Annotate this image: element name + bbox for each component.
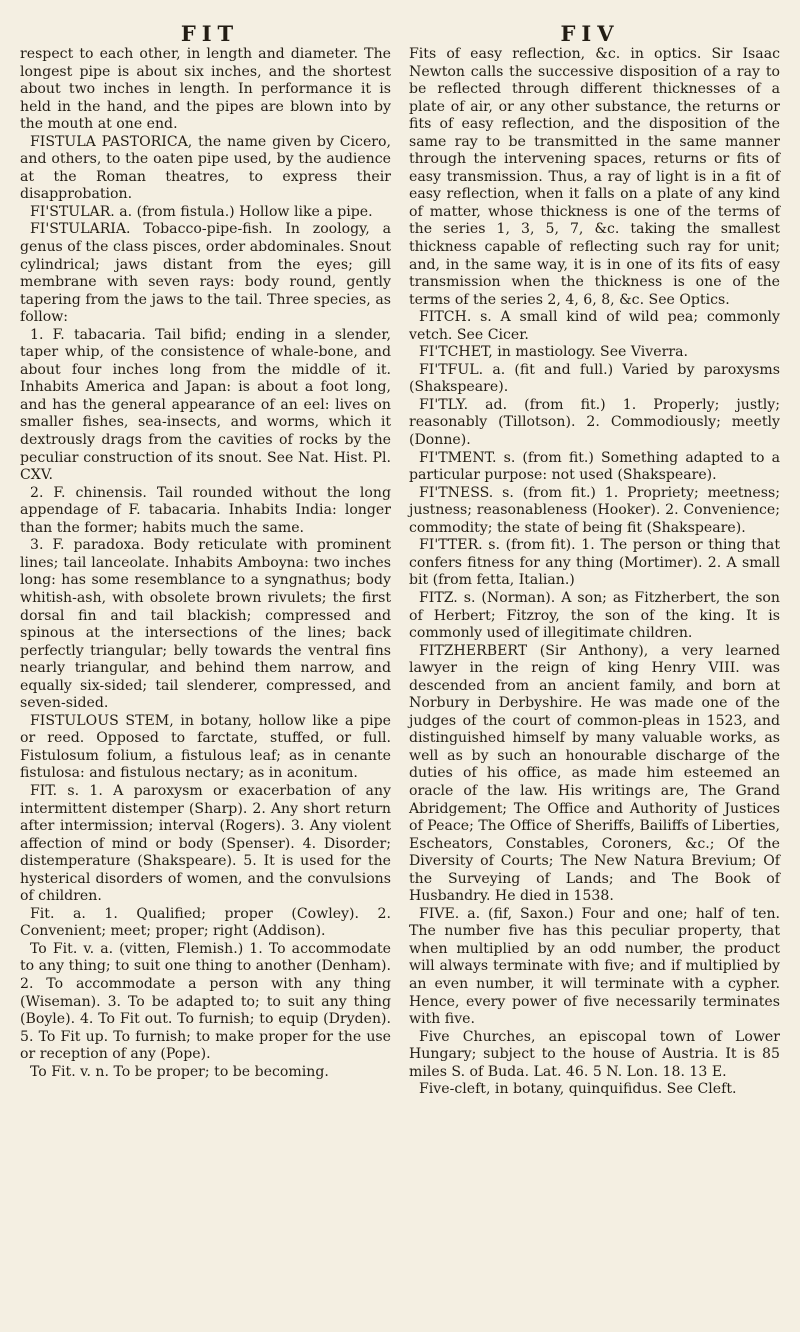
- left-column: [20, 46, 391, 1099]
- dictionary-entry: FI'TCHET, in mastiology. See Viverra.: [419, 344, 688, 361]
- dictionary-entry: Five-cleft, in botany, quinquifidus. See Cleft.: [419, 1081, 737, 1098]
- dictionary-entry: 2. F. chinensis. Tail rounded without the long appendage of F. tabacaria. Inhabits India: longer than the former; habits much the same.: [20, 484, 391, 536]
- dictionary-entry: FISTULA PASTORICA, the name given by Cicero, and others, to the oaten pipe used, by the audience at the Roman theatres, to express their disapprobation.: [20, 133, 391, 203]
- dictionary-entry: FI'STULARIA. Tobacco-pipe-fish. In zoology, a genus of the class pisces, order abdominales. Snout cylindrical; jaws distant from the eyes; gill membrane with seven rays: body round, gently tapering from the jaws to the tail. Three species, as follow:: [20, 221, 391, 326]
- dictionary-entry: Fit. a. 1. Qualified; proper (Cowley). 2. Convenient; meet; proper; right (Addison).: [20, 905, 391, 940]
- text-columns: [20, 46, 780, 1099]
- dictionary-entry: FITCH. s. A small kind of wild pea; commonly vetch. See Cicer.: [409, 309, 780, 343]
- dictionary-entry: FIT. s. 1. A paroxysm or exacerbation of any intermittent distemper (Sharp). 2. Any short return after intermission; interval (Rogers). 3. Any violent affection of mind or body (Spenser). 4. Disorder; distemperature (Shakspeare). 5. It is used for the hysterical disorders of women, and the convulsions of children.: [20, 782, 391, 905]
- dictionary-entry: FIVE. a. (fif, Saxon.) Four and one; half of ten. The number five has this peculiar property, that when multiplied by an odd number, the product will always terminate with five; and if multiplied by an even number, it will terminate with a cypher. Hence, every power of five necessarily terminates with five.: [409, 905, 780, 1028]
- right-column: [409, 46, 780, 1099]
- dictionary-entry: respect to each other, in length and diameter. The longest pipe is about six inches, and the shortest about two inches in length. In performance it is held in the hand, and the pipes are blown into by the mouth at one end.: [20, 46, 391, 133]
- dictionary-entry: Five Churches, an episcopal town of Lower Hungary; subject to the house of Austria. It is 85 miles S. of Buda. Lat. 46. 5 N. Lon. 18. 13 E.: [409, 1028, 780, 1080]
- dictionary-entry: FI'TFUL. a. (fit and full.) Varied by paroxysms (Shakspeare).: [409, 361, 780, 396]
- dictionary-entry: FITZHERBERT (Sir Anthony), a very learned lawyer in the reign of king Henry VIII. was descended from an ancient family, and born at Norbury in Derbyshire. He was made one of the judges of the court of common-pleas in 1523, and distinguished himself by many valuable works, as well as by such an honourable discharge of the duties of his office, as made him esteemed an oracle of the law. His writings are, The Grand Abridgement; The Office and Authority of Justices of Peace; The Office of Sheriffs, Bailiffs of Liberties, Escheators, Constables, Coroners, &c.; Of the Diversity of Courts; The New Natura Brevium; Of the Surveying of Lands; and The Book of Husbandry. He died in 1538.: [409, 642, 780, 905]
- dictionary-entry: Fits of easy reflection, &c. in optics. Sir Isaac Newton calls the successive disposition of a ray to be reflected through different thicknesses of a plate of air, or any other substance, the returns or fits of easy reflection, and the disposition of the same ray to be transmitted in the same manner through the intervening spaces, returns or fits of easy transmission. Thus, a ray of light is in a fit of easy reflection, when it falls on a plate of any kind of matter, whose thickness is one of the terms of the series 1, 3, 5, 7, &c. taking the smallest thickness capable of reflecting such ray for unit; and, in the same way, it is in one of its fits of easy transmission when the thickness is one of the terms of the series 2, 4, 6, 8, &c. See Optics.: [409, 46, 780, 308]
- dictionary-entry: FI'TLY. ad. (from fit.) 1. Properly; justly; reasonably (Tillotson). 2. Commodiously; meetly (Donne).: [409, 396, 780, 449]
- dictionary-entry: FITZ. s. (Norman). A son; as Fitzherbert, the son of Herbert; Fitzroy, the son of the king. It is commonly used of illegitimate children.: [409, 589, 780, 642]
- dictionary-entry: FI'TNESS. s. (from fit.) 1. Propriety; meetness; justness; reasonableness (Hooker). 2. Convenience; commodity; the state of being fit (Shakspeare).: [409, 484, 780, 536]
- dictionary-entry: FI'TMENT. s. (from fit.) Something adapted to a particular purpose: not used (Shakspeare).: [409, 449, 780, 484]
- dictionary-entry: 1. F. tabacaria. Tail bifid; ending in a slender, taper whip, of the consistence of whale-bone, and about four inches long from the middle of it. Inhabits America and Japan: is about a foot long, and has the general appearance of an eel: lives on smaller fishes, sea-insects, and worms, which it dextrously drags from the cavities of rocks by the peculiar construction of its snout. See Nat. Hist. Pl. CXV.: [20, 326, 391, 484]
- dictionary-entry: FI'STULAR. a. (from fistula.) Hollow like a pipe.: [30, 203, 373, 220]
- dictionary-entry: FI'TTER. s. (from fit). 1. The person or thing that confers fitness for any thing (Mortimer). 2. A small bit (from fetta, Italian.): [409, 537, 780, 589]
- dictionary-entry: 3. F. paradoxa. Body reticulate with prominent lines; tail lanceolate. Inhabits Amboyna: two inches long: has some resemblance to a syngnathus; body whitish-ash, with obsolete brown rivulets; the first dorsal fin and tail blackish; compressed and spinous at the intersections of the lines; back perfectly triangular; belly towards the ventral fins nearly triangular, and behind them narrow, and equally six-sided; tail slenderer, compressed, and seven-sided.: [20, 537, 391, 712]
- dictionary-entry: To Fit. v. a. (vitten, Flemish.) 1. To accommodate to any thing; to suit one thing to another (Denham). 2. To accommodate a person with any thing (Wiseman). 3. To be adapted to; to suit any thing (Boyle). 4. To Fit out. To furnish; to equip (Dryden). 5. To Fit up. To furnish; to make proper for the use or reception of any (Pope).: [20, 940, 391, 1063]
- running-head: [20, 8, 780, 46]
- dictionary-entry: FISTULOUS STEM, in botany, hollow like a pipe or reed. Opposed to farctate, stuffed, or full. Fistulosum folium, a fistulous leaf; as in cenante fistulosa: and fistulous nectary; as in aconitum.: [20, 712, 391, 782]
- running-head-right: FIV: [560, 21, 620, 46]
- dictionary-entry: To Fit. v. n. To be proper; to be becoming.: [30, 1063, 329, 1080]
- running-head-left: FIT: [180, 21, 240, 46]
